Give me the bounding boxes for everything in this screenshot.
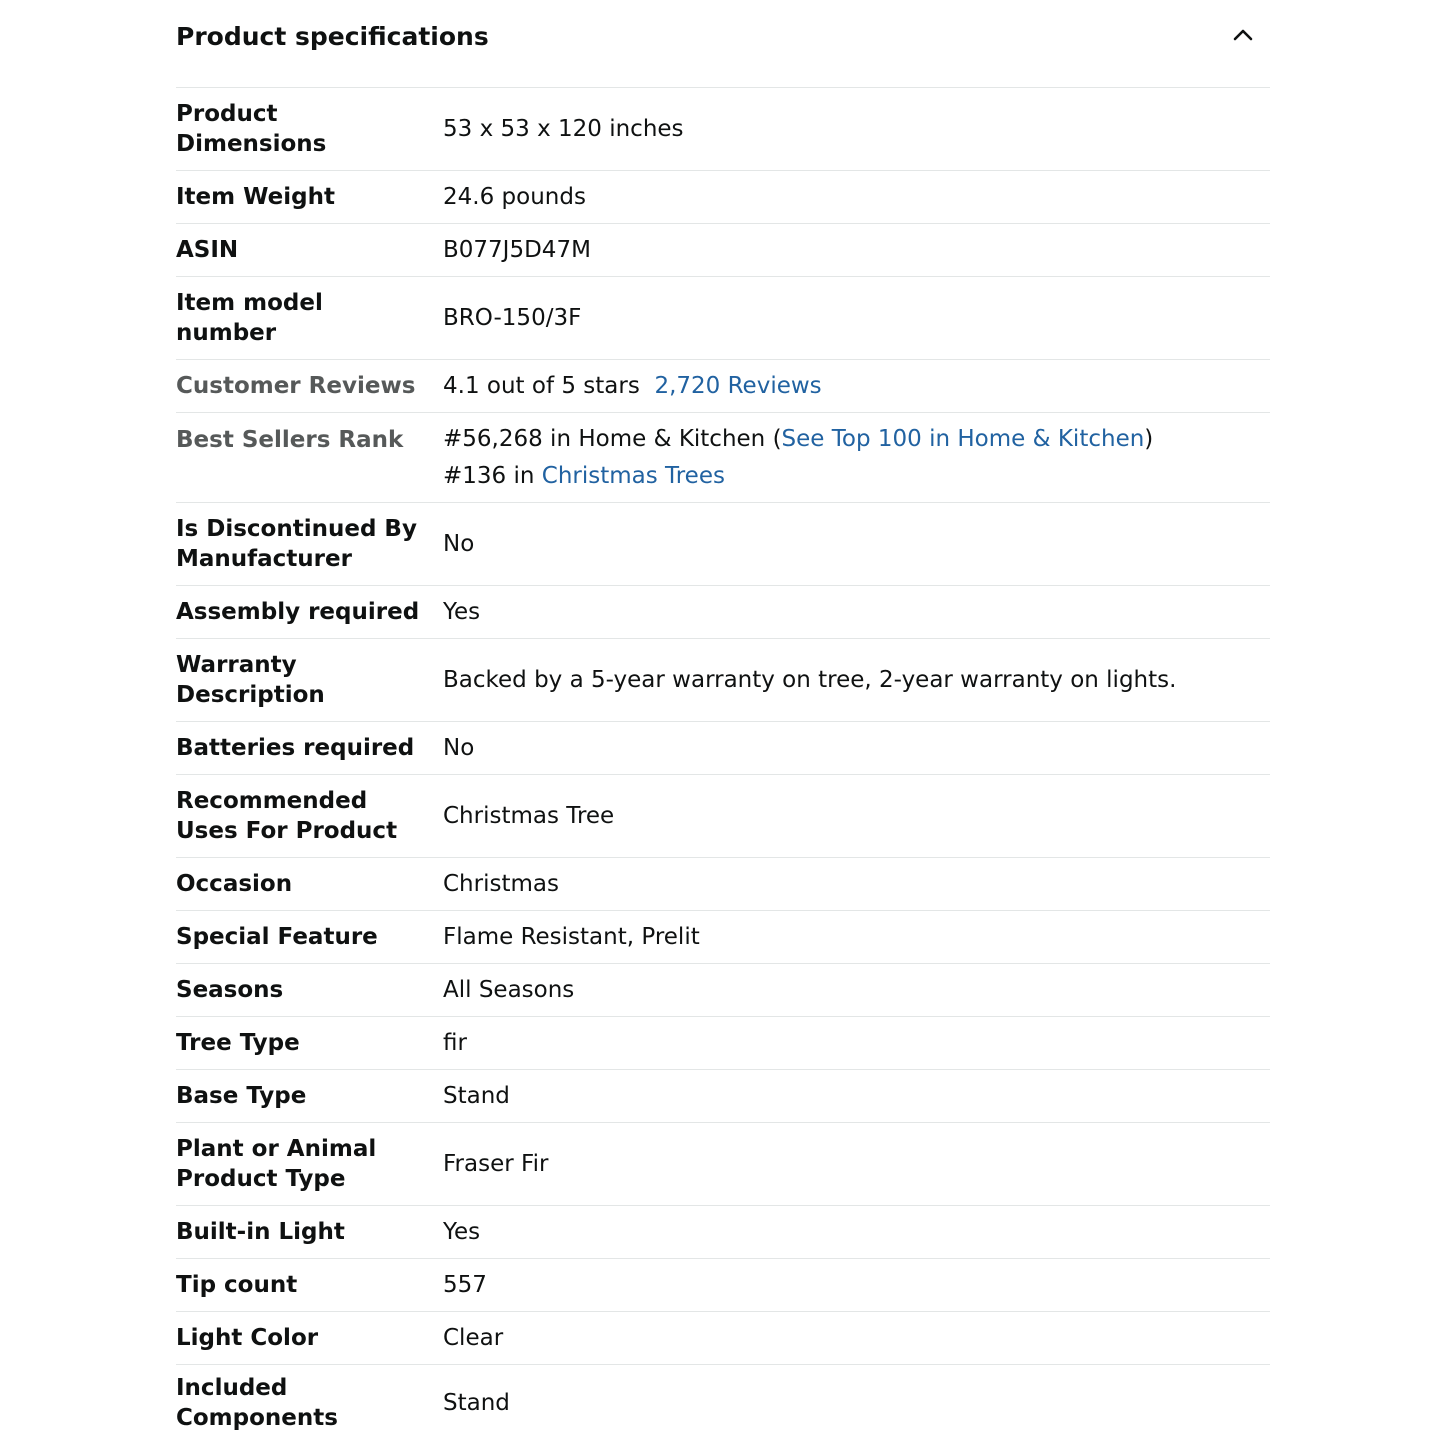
spec-label: Special Feature <box>176 924 378 950</box>
spec-label: Base Type <box>176 1083 307 1109</box>
rating-text: 4.1 out of 5 stars <box>443 373 640 399</box>
spec-row-recommended-uses <box>176 775 1270 858</box>
spec-value: fir <box>443 1030 467 1056</box>
spec-value: All Seasons <box>443 977 575 1003</box>
reviews-link[interactable]: 2,720 Reviews <box>654 373 822 399</box>
spec-label: ASIN <box>176 237 239 263</box>
product-specifications-panel <box>176 0 1270 1441</box>
spec-value: Flame Resistant, Prelit <box>443 924 700 950</box>
spec-label: Tip count <box>176 1272 298 1298</box>
spec-row-assembly-required <box>176 586 1270 639</box>
spec-row-built-in-light <box>176 1206 1270 1259</box>
spec-label: Warranty Description <box>176 652 325 708</box>
spec-label: Included Components <box>176 1375 338 1431</box>
spec-label: Plant or Animal Product Type <box>176 1136 377 1192</box>
spec-label: Batteries required <box>176 735 415 761</box>
spec-value: Backed by a 5-year warranty on tree, 2-year warranty on lights. <box>443 667 1177 693</box>
spec-row-special-feature <box>176 911 1270 964</box>
rank-text: #56,268 in Home & Kitchen ( <box>443 426 782 452</box>
spec-label: Best Sellers Rank <box>176 427 404 453</box>
spec-label: Seasons <box>176 977 284 1003</box>
spec-value: Fraser Fir <box>443 1151 549 1177</box>
spec-value: 557 <box>443 1272 487 1298</box>
section-title: Product specifications <box>176 22 489 51</box>
spec-value: B077J5D47M <box>443 237 591 263</box>
spec-value: 24.6 pounds <box>443 184 586 210</box>
spec-label: Assembly required <box>176 599 420 625</box>
spec-label: Recommended Uses For Product <box>176 788 398 844</box>
see-top-100-link[interactable]: See Top 100 in Home & Kitchen <box>781 426 1145 452</box>
spec-row-tree-type <box>176 1017 1270 1070</box>
rank-close: ) <box>1144 426 1154 452</box>
spec-row-asin <box>176 224 1270 277</box>
spec-label: Item model number <box>176 290 323 346</box>
spec-value: No <box>443 735 475 761</box>
spec-row-item-weight <box>176 171 1270 224</box>
spec-label: Occasion <box>176 871 293 897</box>
collapse-button[interactable] <box>1230 22 1256 48</box>
spec-value <box>443 371 1270 401</box>
spec-value <box>443 421 1270 495</box>
spec-row-seasons <box>176 964 1270 1017</box>
spec-row-occasion <box>176 858 1270 911</box>
spec-row-plant-or-animal-product-type <box>176 1123 1270 1206</box>
rank-line-1 <box>443 421 1270 458</box>
spec-row-is-discontinued <box>176 503 1270 586</box>
section-header[interactable] <box>176 0 1270 88</box>
spec-label: Is Discontinued By Manufacturer <box>176 516 417 572</box>
spec-value: 53 x 53 x 120 inches <box>443 116 684 142</box>
spec-label: Product Dimensions <box>176 101 327 157</box>
spec-row-light-color <box>176 1312 1270 1365</box>
spec-value: No <box>443 531 475 557</box>
spec-value: Yes <box>443 1219 481 1245</box>
spec-value: Christmas <box>443 871 559 897</box>
spec-label: Customer Reviews <box>176 373 416 399</box>
spec-label: Built-in Light <box>176 1219 345 1245</box>
rank-text: #136 in <box>443 463 542 489</box>
spec-value: BRO-150/3F <box>443 305 582 331</box>
spec-label: Tree Type <box>176 1030 300 1056</box>
chevron-up-icon <box>1230 22 1256 48</box>
spec-value: Stand <box>443 1390 510 1416</box>
spec-row-warranty-description <box>176 639 1270 722</box>
spec-row-batteries-required <box>176 722 1270 775</box>
spec-label: Item Weight <box>176 184 335 210</box>
christmas-trees-link[interactable]: Christmas Trees <box>541 463 725 489</box>
rank-line-2 <box>443 458 1270 495</box>
spec-value: Clear <box>443 1325 504 1351</box>
spec-row-customer-reviews <box>176 360 1270 413</box>
spec-value: Stand <box>443 1083 510 1109</box>
spec-row-best-sellers-rank <box>176 413 1270 503</box>
spec-label: Light Color <box>176 1325 319 1351</box>
spec-row-included-components <box>176 1365 1270 1441</box>
spec-row-tip-count <box>176 1259 1270 1312</box>
spec-value: Christmas Tree <box>443 803 615 829</box>
spec-row-product-dimensions <box>176 88 1270 171</box>
spec-row-base-type <box>176 1070 1270 1123</box>
spec-value: Yes <box>443 599 481 625</box>
spec-row-item-model-number <box>176 277 1270 360</box>
